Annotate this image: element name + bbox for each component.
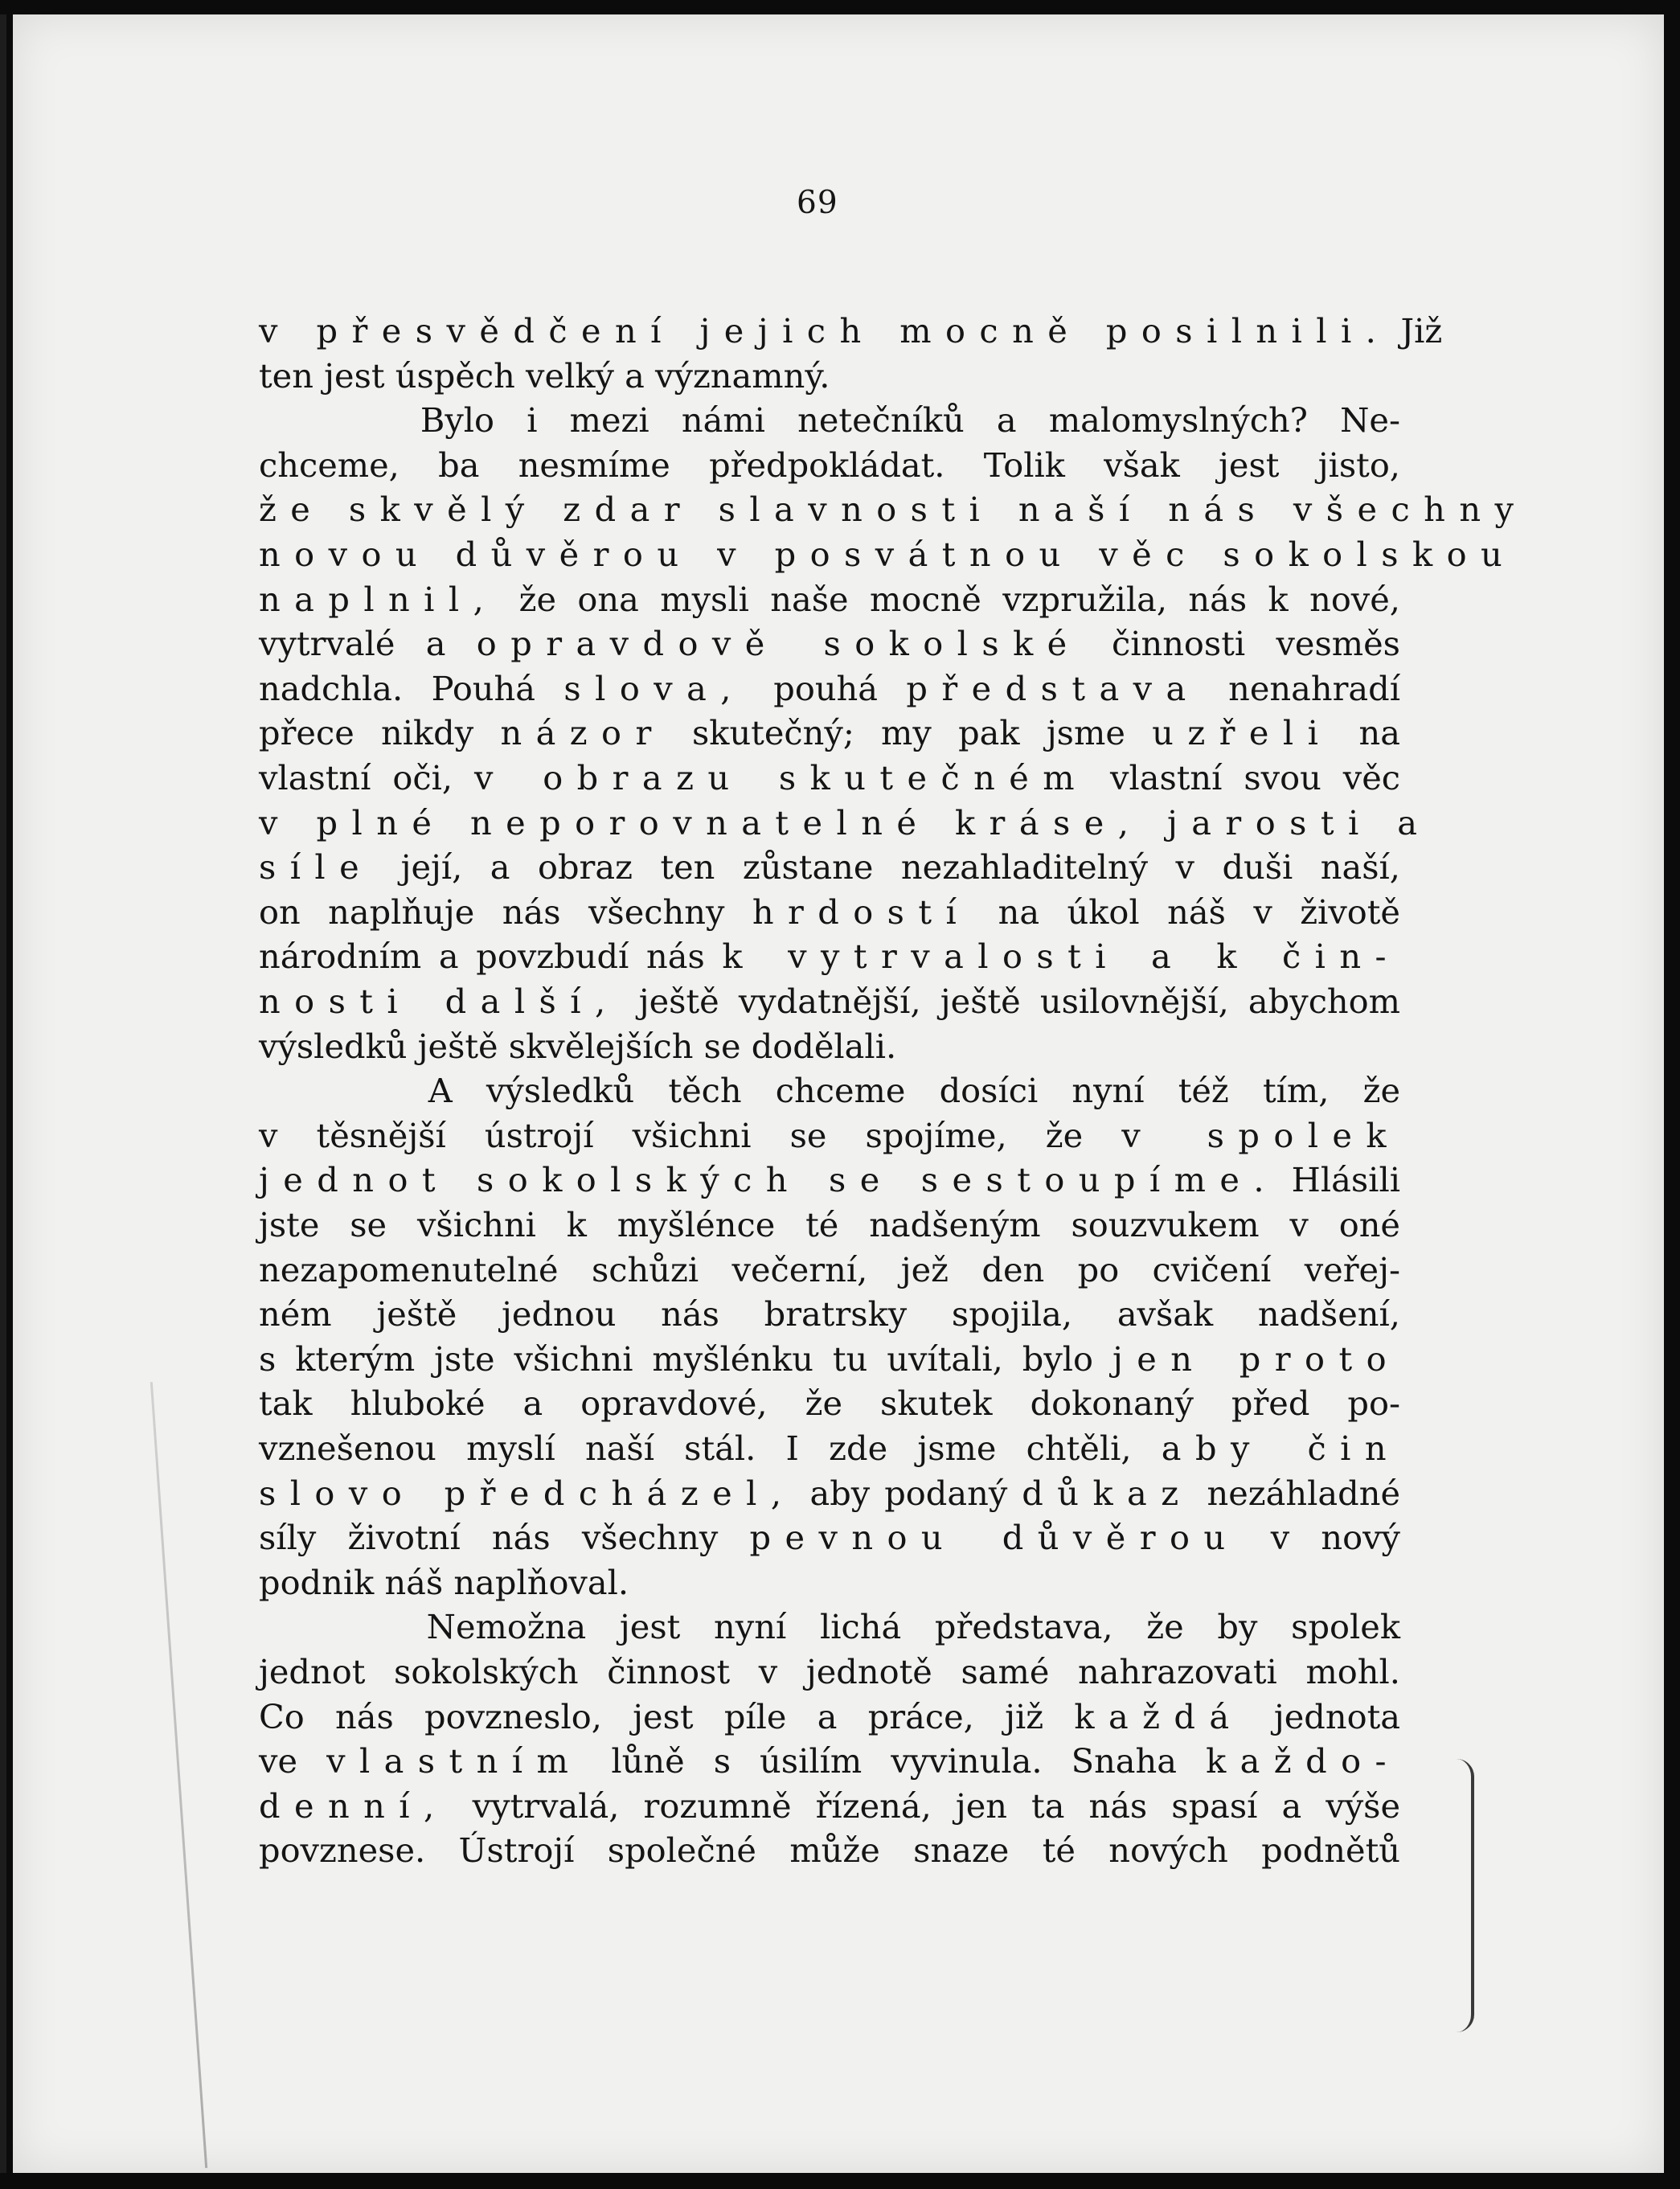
text-run: v nový [1239, 1518, 1401, 1558]
text-run: vytrvalá, rozumně řízená, jen ta nás spasí a výše [448, 1785, 1400, 1826]
page-number: 69 [797, 185, 838, 221]
spaced-emphasis-text: síle [259, 847, 374, 887]
spaced-emphasis-text: v plné neporovnatelné kráse, jarosti a [259, 802, 1432, 842]
spaced-emphasis-text: naplnil, [259, 579, 498, 619]
paper-crease [150, 1382, 207, 2168]
text-run: nenahradí [1199, 668, 1400, 708]
text-line [259, 1203, 1400, 1247]
text-run: národním a povzbudí nás [259, 937, 723, 977]
text-line [259, 1248, 1400, 1292]
text-run: že ona mysli naše mocně vzpružila, nás k nové, [498, 579, 1400, 619]
text-line [259, 1739, 1400, 1783]
text-line [259, 1292, 1400, 1336]
text-line [259, 711, 1400, 755]
text-line [259, 890, 1400, 934]
text-line [259, 756, 1400, 800]
text-run: on naplňuje nás všechny [259, 892, 752, 932]
body-text [259, 309, 1528, 1916]
text-run: vznešenou myslí naší stál. I zde jsme chtěli, [259, 1429, 1162, 1468]
text-run: chceme, ba nesmíme předpokládat. Tolik však jest jisto, [259, 445, 1400, 485]
spaced-emphasis-text: aby čin [1161, 1429, 1400, 1468]
text-run: jednot sokolských činnost v jednotě samé nahrazovati mohl. [259, 1652, 1400, 1691]
text-line [259, 398, 1400, 442]
spaced-emphasis-text: v přesvědčení jejich mocně posilnili. [259, 311, 1391, 350]
text-line [259, 309, 1443, 353]
text-line [259, 1515, 1400, 1560]
text-run: pouhá [744, 668, 907, 708]
spaced-emphasis-text: představa [906, 668, 1200, 708]
text-line [259, 801, 1432, 845]
text-line [259, 1784, 1400, 1828]
text-run: nezapomenutelné schůzi večerní, jež den po cvičení veřej- [259, 1249, 1400, 1289]
spaced-emphasis-text: hrdostí [752, 892, 971, 932]
text-run: vytrvalé a [259, 624, 477, 664]
text-line [259, 934, 1400, 978]
spaced-emphasis-text: opravdově sokolské [476, 624, 1081, 664]
text-run: vlastní svou věc [1088, 758, 1400, 797]
spaced-emphasis-text: v spolek [1121, 1115, 1400, 1155]
paper-sheet [13, 14, 1664, 2173]
text-line [259, 1471, 1400, 1515]
text-run: tak hluboké a opravdové, že skutek dokonaný před po- [259, 1383, 1400, 1424]
text-run: její, a obraz ten zůstane nezahladitelný v duši naší, [373, 847, 1400, 887]
text-run: A výsledků těch chceme dosíci nyní též tím, že [259, 1071, 1400, 1111]
text-line [259, 1158, 1400, 1202]
text-line [259, 1650, 1400, 1694]
text-run: skutečný; my pak jsme [665, 713, 1153, 753]
text-run: přece nikdy [259, 713, 501, 753]
margin-pencil-mark [1457, 1759, 1474, 2032]
text-line [259, 1337, 1400, 1381]
text-line [259, 577, 1400, 621]
text-run: Bylo i mezi námi netečníků a malomyslných? Ne- [259, 400, 1400, 441]
text-run: na [1332, 713, 1401, 753]
text-run: na úkol náš v životě [970, 892, 1400, 932]
spaced-emphasis-text: jen proto [1112, 1338, 1400, 1379]
text-line [259, 1024, 1400, 1068]
text-run: s kterým jste všichni myšlénku tu uvítali, bylo [259, 1338, 1112, 1379]
text-run: nezáhladné [1192, 1473, 1401, 1513]
text-line [259, 487, 1528, 531]
spaced-emphasis-text: vlastním [326, 1741, 583, 1781]
text-run: ném ještě jednou nás bratrsky spojila, avšak nadšení, [259, 1294, 1400, 1334]
text-line [259, 1828, 1400, 1872]
text-run: jste se všichni k myšlénce té nadšeným souzvukem v oné [259, 1205, 1400, 1244]
spaced-emphasis-text: denní, [259, 1785, 449, 1826]
text-run: činnosti vesměs [1080, 624, 1400, 664]
text-line [259, 1068, 1400, 1113]
text-line [259, 621, 1400, 666]
spaced-emphasis-text: jednot sokolských se sestoupíme. [259, 1160, 1279, 1200]
text-run: podnik náš naplňoval. [259, 1562, 629, 1602]
spaced-emphasis-text: nosti další, [259, 982, 620, 1021]
spaced-emphasis-text: že skvělý zdar slavnosti naší nás všechny [259, 490, 1528, 530]
spaced-emphasis-text: důkaz [1022, 1473, 1193, 1513]
spaced-emphasis-text: pevnou důvěrou [749, 1518, 1240, 1558]
text-run: Co nás povzneslo, jest píle a práce, již [259, 1696, 1075, 1736]
text-line [259, 1605, 1400, 1649]
spaced-emphasis-text: novou důvěrou v posvátnou věc sokolskou [259, 535, 1517, 574]
text-line [259, 1560, 1400, 1605]
spaced-emphasis-text: každo- [1206, 1741, 1400, 1781]
text-line [259, 666, 1400, 711]
text-line [259, 979, 1400, 1023]
spaced-emphasis-text: slova, [563, 668, 745, 708]
spaced-emphasis-text: názor [500, 713, 666, 753]
text-run: jednota [1243, 1696, 1400, 1736]
spaced-emphasis-text: v obrazu skutečném [474, 758, 1089, 797]
text-line [259, 1113, 1400, 1158]
text-run: ten jest úspěch velký a významný. [259, 355, 830, 396]
text-line [259, 443, 1400, 487]
text-run: výsledků ještě skvělejších se dodělali. [259, 1026, 897, 1066]
text-run: nadchla. Pouhá [259, 668, 564, 708]
spaced-emphasis-text: slovo předcházel, [259, 1473, 796, 1513]
spaced-emphasis-text: každá [1074, 1696, 1244, 1736]
text-run: vlastní oči, [259, 758, 474, 797]
spaced-emphasis-text: k vytrvalosti a k čin- [722, 937, 1400, 977]
binding-edge [0, 14, 6, 2173]
text-run: Nemožna jest nyní lichá představa, že by spolek [259, 1607, 1400, 1647]
text-line [259, 1695, 1400, 1739]
text-line [259, 532, 1517, 576]
text-line [259, 845, 1400, 889]
text-run: aby podaný [795, 1473, 1022, 1513]
spaced-emphasis-text: uzřeli [1152, 713, 1333, 753]
text-run: ještě vydatnější, ještě usilovnější, abychom [619, 982, 1400, 1021]
text-line [259, 1426, 1400, 1470]
text-run: ve [259, 1741, 327, 1781]
text-line [259, 354, 1400, 398]
text-run: Hlásili [1278, 1160, 1400, 1200]
text-run: povznese. Ústrojí společné může snaze té nových podnětů [259, 1830, 1400, 1871]
text-run: síly životní nás všechny [259, 1518, 750, 1558]
text-line [259, 1381, 1400, 1425]
text-run: Již [1390, 311, 1443, 350]
text-run: v těsnější ústrojí všichni se spojíme, že [259, 1115, 1122, 1155]
text-run: lůně s úsilím vyvinula. Snaha [582, 1741, 1207, 1781]
